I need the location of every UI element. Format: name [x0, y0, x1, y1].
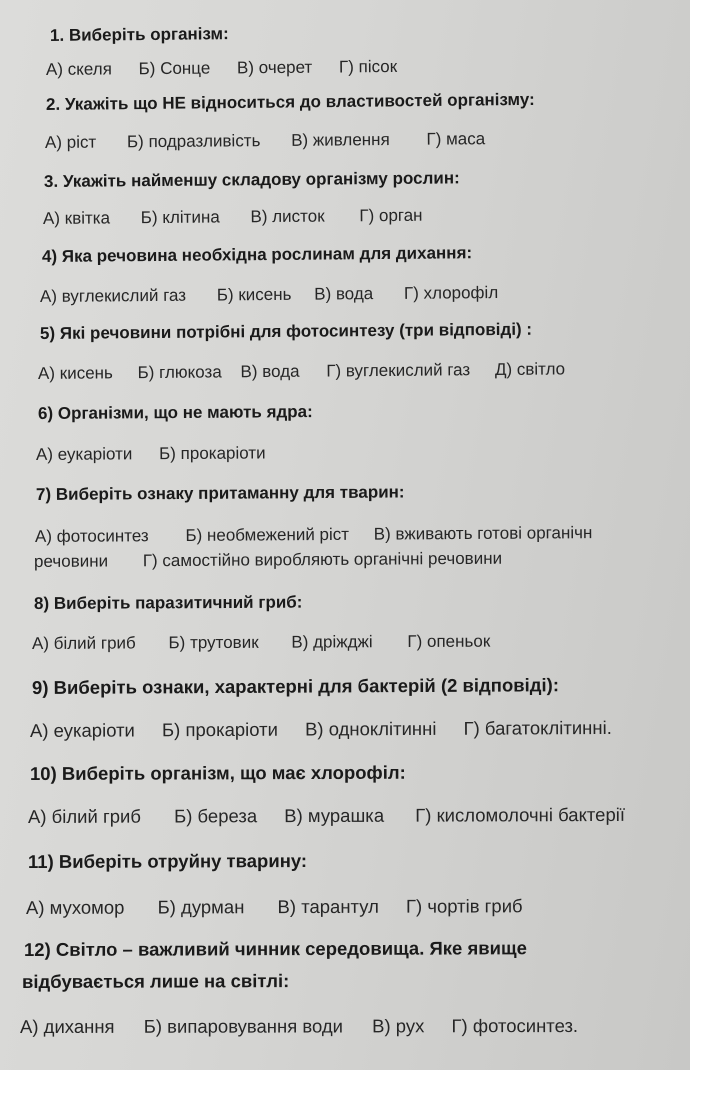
answer-1-d[interactable]: Г) пісок [338, 56, 398, 77]
question-7: 7) Виберіть ознаку притаманну для тварин: [35, 482, 405, 504]
answer-8-d[interactable]: Г) опеньок [407, 631, 491, 652]
answers-6 [36, 443, 288, 465]
question-6: 6) Організми, що не мають ядра: [37, 402, 313, 423]
answer-12-b[interactable]: Б) випаровування води [143, 1015, 344, 1037]
answer-8-b[interactable]: Б) трутовик [168, 632, 259, 653]
answers-7 [35, 523, 592, 547]
answer-12-c[interactable]: В) рух [372, 1015, 425, 1037]
answer-11-b[interactable]: Б) дурман [157, 896, 245, 918]
answers-10 [28, 804, 647, 828]
answer-4-c[interactable]: В) вода [314, 284, 374, 304]
question-1: 1. Виберіть організм: [49, 24, 229, 45]
answer-3-a[interactable]: А) квітка [42, 208, 111, 228]
question-12-continued: відбувається лише на світлі: [21, 970, 290, 992]
answer-1-c[interactable]: В) очерет [236, 57, 313, 78]
answer-7-b[interactable]: Б) необмежений ріст [185, 524, 350, 545]
answer-10-d[interactable]: Г) кисломолочні бактерії [415, 803, 625, 826]
answer-4-d[interactable]: Г) хлорофіл [403, 283, 499, 303]
answer-7-a[interactable]: А) фотосинтез [34, 526, 149, 546]
question-12: 12) Світло – важливий чинник середовища. Яке явище [23, 937, 527, 960]
answer-5-e[interactable]: Д) світло [494, 359, 566, 380]
question-5: 5) Які речовини потрібні для фотосинтезу (три відповіді) : [39, 319, 533, 343]
answer-5-c[interactable]: В) вода [240, 361, 300, 382]
question-9: 9) Виберіть ознаки, характерні для бактерій (2 відповіді): [31, 674, 559, 698]
answer-9-d[interactable]: Г) багатоклітинні. [463, 716, 612, 739]
answer-7-c-continued[interactable]: речовини [33, 551, 109, 571]
answer-11-d[interactable]: Г) чортів гриб [405, 895, 523, 917]
answer-12-d[interactable]: Г) фотосинтез. [451, 1015, 579, 1037]
answer-11-c[interactable]: В) тарантул [277, 895, 379, 918]
answer-5-d[interactable]: Г) вуглекислий газ [326, 360, 471, 381]
answer-2-d[interactable]: Г) маса [426, 129, 486, 149]
answer-2-c[interactable]: В) живлення [291, 129, 390, 150]
answer-10-b[interactable]: Б) береза [174, 805, 258, 827]
answer-12-a[interactable]: А) дихання [19, 1015, 115, 1037]
answers-11 [26, 895, 545, 919]
answer-7-d[interactable]: Г) самостійно виробляють органічні речовини [142, 548, 503, 571]
question-10: 10) Виберіть організм, що має хлорофіл: [29, 761, 406, 784]
answer-2-b[interactable]: Б) подразливість [126, 131, 261, 152]
question-11: 11) Виберіть отруйну тварину: [27, 850, 308, 872]
answer-10-a[interactable]: А) білий гриб [27, 805, 141, 827]
question-4: 4) Яка речовина необхідна рослинам для дихання: [41, 243, 473, 266]
answers-9 [30, 717, 634, 742]
answer-5-a[interactable]: А) кисень [37, 363, 113, 383]
answer-8-a[interactable]: А) білий гриб [31, 633, 136, 653]
answers-12 [20, 1015, 600, 1038]
answer-4-b[interactable]: Б) кисень [216, 284, 292, 305]
answer-11-a[interactable]: А) мухомор [25, 896, 125, 918]
question-8: 8) Виберіть паразитичний гриб: [33, 592, 303, 613]
answer-4-a[interactable]: А) вуглекислий газ [39, 285, 187, 306]
answer-1-b[interactable]: Б) Сонце [138, 58, 211, 79]
answer-1-a[interactable]: А) скеля [45, 59, 112, 79]
question-2: 2. Укажіть що НЕ відноситься до властивостей організму: [45, 89, 535, 114]
answers-2 [45, 129, 507, 153]
answers-5 [38, 359, 587, 384]
answers-7-continued [34, 549, 524, 572]
answer-9-a[interactable]: А) еукаріоти [29, 719, 135, 741]
answers-8 [32, 631, 512, 654]
answer-9-c[interactable]: В) одноклітинні [305, 717, 437, 740]
answer-6-b[interactable]: Б) прокаріоти [159, 443, 266, 464]
answer-8-c[interactable]: В) дріжджі [291, 632, 373, 652]
answer-3-b[interactable]: Б) клітина [140, 207, 220, 228]
answer-7-c[interactable]: В) вживають готові органічн [373, 523, 593, 544]
answer-6-a[interactable]: А) еукаріоти [35, 444, 133, 464]
answers-3 [43, 205, 445, 229]
answer-5-b[interactable]: Б) глюкоза [137, 362, 222, 383]
answers-4 [40, 283, 520, 307]
answer-2-a[interactable]: А) ріст [44, 132, 97, 152]
answer-9-b[interactable]: Б) прокаріоти [161, 718, 278, 741]
question-3: 3. Укажіть найменшу складову організму рослин: [43, 168, 460, 191]
answer-3-d[interactable]: Г) орган [359, 205, 423, 226]
answer-10-c[interactable]: В) мурашка [284, 804, 385, 827]
answer-3-c[interactable]: В) листок [250, 206, 325, 227]
answers-1 [46, 57, 419, 80]
